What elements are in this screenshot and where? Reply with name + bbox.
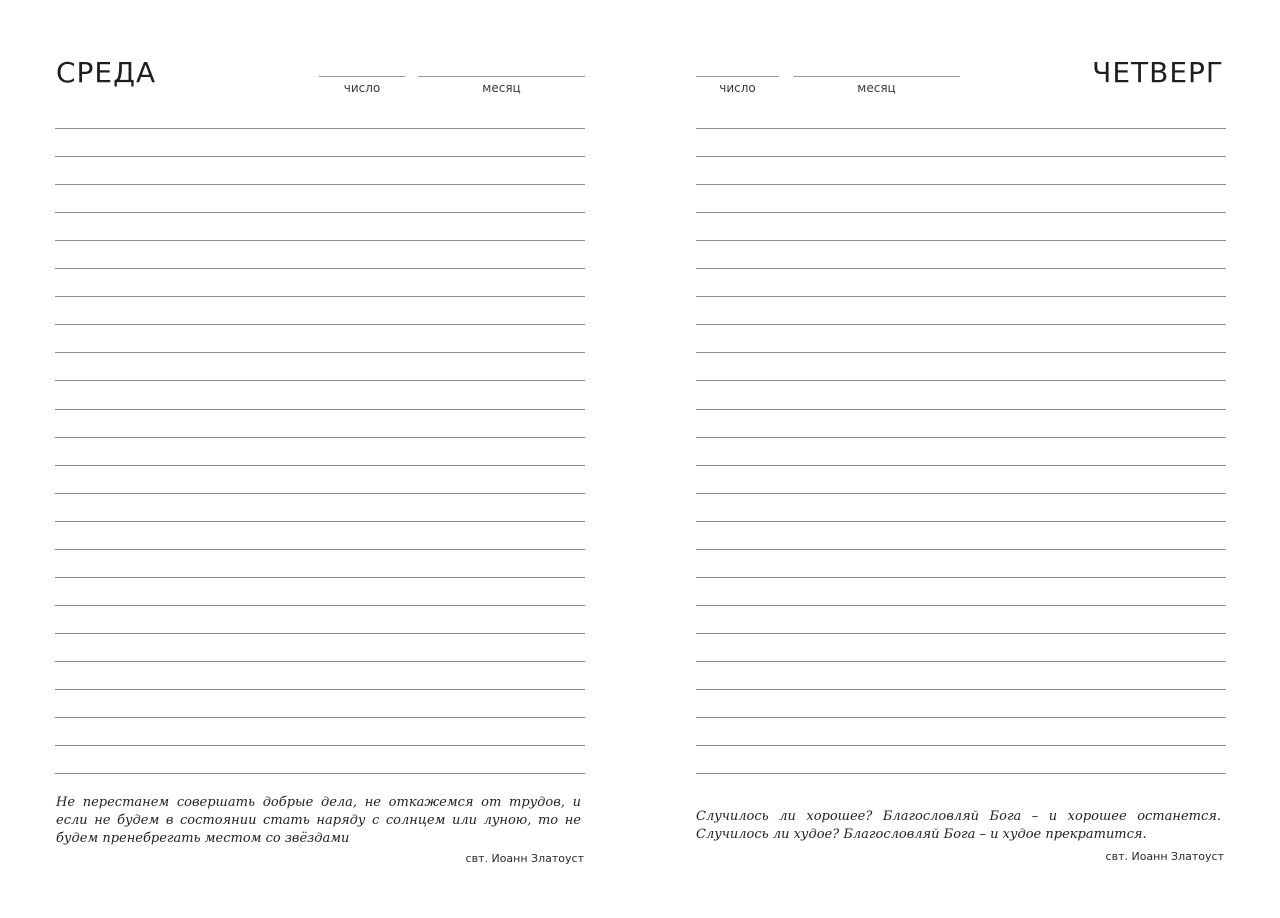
writing-line[interactable] bbox=[696, 184, 1226, 185]
day-title-wednesday: СРЕДА bbox=[56, 56, 157, 89]
writing-line[interactable] bbox=[696, 296, 1226, 297]
writing-line[interactable] bbox=[696, 128, 1226, 129]
day-number-label: число bbox=[343, 81, 381, 95]
writing-line[interactable] bbox=[55, 633, 585, 634]
writing-line[interactable] bbox=[696, 717, 1226, 718]
writing-line[interactable] bbox=[696, 745, 1226, 746]
month-label: месяц bbox=[857, 81, 896, 95]
day-number-field[interactable] bbox=[696, 76, 779, 95]
right-page bbox=[640, 0, 1280, 918]
quote-author: свт. Иоанн Златоуст bbox=[1105, 850, 1224, 863]
month-field[interactable] bbox=[418, 76, 585, 95]
month-field[interactable] bbox=[793, 76, 960, 95]
quote-text: Не перестанем совершать добрые дела, не откажемся от трудов, и если не будем в состоянии стать наряду с солнцем или луною, то не будем пренебрегать местом со звёздами bbox=[56, 795, 581, 846]
writing-line[interactable] bbox=[696, 633, 1226, 634]
writing-line[interactable] bbox=[55, 577, 585, 578]
month-label: месяц bbox=[482, 81, 521, 95]
writing-line[interactable] bbox=[696, 465, 1226, 466]
writing-line[interactable] bbox=[55, 240, 585, 241]
writing-line[interactable] bbox=[55, 661, 585, 662]
writing-line[interactable] bbox=[696, 240, 1226, 241]
writing-line[interactable] bbox=[55, 549, 585, 550]
writing-line[interactable] bbox=[55, 409, 585, 410]
writing-line[interactable] bbox=[55, 128, 585, 129]
writing-line[interactable] bbox=[55, 521, 585, 522]
writing-line[interactable] bbox=[55, 324, 585, 325]
writing-line[interactable] bbox=[55, 493, 585, 494]
writing-line[interactable] bbox=[696, 380, 1226, 381]
writing-line[interactable] bbox=[55, 212, 585, 213]
quote-author: свт. Иоанн Златоуст bbox=[465, 852, 584, 865]
writing-line[interactable] bbox=[55, 689, 585, 690]
writing-line[interactable] bbox=[55, 268, 585, 269]
writing-line[interactable] bbox=[55, 184, 585, 185]
writing-line[interactable] bbox=[55, 465, 585, 466]
writing-line[interactable] bbox=[55, 352, 585, 353]
writing-line[interactable] bbox=[696, 493, 1226, 494]
writing-line[interactable] bbox=[696, 324, 1226, 325]
day-title-thursday: ЧЕТВЕРГ bbox=[1092, 56, 1224, 89]
writing-line[interactable] bbox=[696, 521, 1226, 522]
writing-line[interactable] bbox=[55, 380, 585, 381]
writing-line[interactable] bbox=[55, 296, 585, 297]
writing-line[interactable] bbox=[55, 605, 585, 606]
writing-line[interactable] bbox=[55, 156, 585, 157]
writing-line[interactable] bbox=[55, 745, 585, 746]
writing-line[interactable] bbox=[696, 409, 1226, 410]
writing-line[interactable] bbox=[696, 605, 1226, 606]
day-number-field[interactable] bbox=[319, 76, 405, 95]
writing-line[interactable] bbox=[55, 773, 585, 774]
quote-text: Случилось ли хорошее? Благословляй Бога – и хорошее останется. Случилось ли худое? Благословляй Бога – и худое прекратится. bbox=[696, 809, 1221, 842]
writing-line[interactable] bbox=[696, 156, 1226, 157]
writing-line[interactable] bbox=[696, 689, 1226, 690]
writing-lines[interactable] bbox=[55, 128, 585, 778]
day-number-label: число bbox=[719, 81, 756, 95]
writing-line[interactable] bbox=[696, 268, 1226, 269]
writing-line[interactable] bbox=[696, 352, 1226, 353]
writing-line[interactable] bbox=[55, 717, 585, 718]
writing-lines[interactable] bbox=[696, 128, 1226, 778]
writing-line[interactable] bbox=[55, 437, 585, 438]
writing-line[interactable] bbox=[696, 661, 1226, 662]
writing-line[interactable] bbox=[696, 577, 1226, 578]
writing-line[interactable] bbox=[696, 549, 1226, 550]
writing-line[interactable] bbox=[696, 773, 1226, 774]
writing-line[interactable] bbox=[696, 212, 1226, 213]
writing-line[interactable] bbox=[696, 437, 1226, 438]
